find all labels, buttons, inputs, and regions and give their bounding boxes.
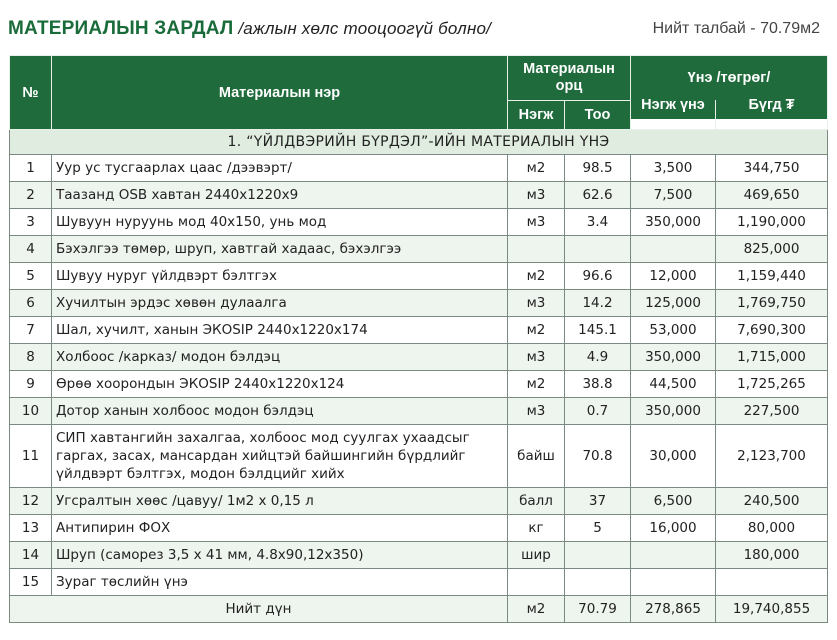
totals-total: 19,740,855 [716,596,828,623]
material-name-cell: Бэхэлгээ төмөр, шруп, хавтгай хадаас, бэхэлгээ [52,236,508,263]
quantity-cell: 14.2 [565,290,631,317]
unit-cell: м2 [508,263,565,290]
material-name-cell: СИП хавтангийн захалгаа, холбоос мод суулгах ухаадсыг гаргах, засах, мансардан хийцтэй байшингийн бүрдлийг үйлдвэрт бэлтгэх, модон бэлдцийг хийх [52,425,508,488]
row-number: 13 [10,515,52,542]
unit-price-cell: 125,000 [631,290,716,317]
total-cell: 7,690,300 [716,317,828,344]
header-quantity: Тоо [565,101,631,130]
material-name-cell: Дотор ханын холбоос модон бэлдэц [52,398,508,425]
unit-cell: м2 [508,317,565,344]
row-number: 8 [10,344,52,371]
unit-cell: м2 [508,155,565,182]
material-name-cell: Холбоос /карказ/ модон бэлдэц [52,344,508,371]
quantity-cell: 0.7 [565,398,631,425]
section-title: 1. “ҮЙЛДВЭРИЙН БҮРДЭЛ”-ИЙН МАТЕРИАЛЫН ҮНЭ [10,130,828,155]
unit-cell: м3 [508,398,565,425]
row-number: 14 [10,542,52,569]
header-unit-price: Нэгж үнэ [631,91,716,120]
totals-label: Нийт дүн [10,596,508,623]
unit-cell: шир [508,542,565,569]
material-name-cell: Антипирин ФОХ [52,515,508,542]
unit-cell: м3 [508,209,565,236]
unit-cell: м2 [508,371,565,398]
header-material-name: Материалын нэр [52,56,508,130]
unit-price-cell: 6,500 [631,488,716,515]
unit-cell: м3 [508,182,565,209]
table-row [10,515,828,542]
title-bar [8,12,824,42]
row-number: 9 [10,371,52,398]
unit-price-cell: 30,000 [631,425,716,488]
total-cell: 1,725,265 [716,371,828,398]
table-row [10,236,828,263]
row-number: 11 [10,425,52,488]
header-total: Бүгд ₮ [716,91,828,120]
row-number: 4 [10,236,52,263]
material-name-cell: Шруп (саморез 3,5 х 41 мм, 4.8х90,12х350) [52,542,508,569]
table-row [10,317,828,344]
material-name-cell: Таазанд OSB хавтан 2440х1220х9 [52,182,508,209]
title-subtitle: /ажлын хөлс тооцоогүй болно/ [233,19,492,38]
header-unit: Нэгж [508,101,565,130]
quantity-cell: 98.5 [565,155,631,182]
quantity-cell: 5 [565,515,631,542]
unit-cell: м3 [508,344,565,371]
table-row [10,425,828,488]
unit-cell [508,236,565,263]
total-cell: 240,500 [716,488,828,515]
unit-price-cell [631,236,716,263]
unit-price-cell: 16,000 [631,515,716,542]
quantity-cell: 70.8 [565,425,631,488]
row-number: 7 [10,317,52,344]
quantity-cell [565,542,631,569]
unit-price-cell: 53,000 [631,317,716,344]
row-number: 5 [10,263,52,290]
unit-price-cell: 7,500 [631,182,716,209]
unit-price-cell: 350,000 [631,344,716,371]
table-row [10,155,828,182]
total-area-label: Нийт талбай - 70.79м2 [652,20,820,37]
total-cell: 227,500 [716,398,828,425]
table-row [10,371,828,398]
table-row [10,398,828,425]
row-number: 3 [10,209,52,236]
row-number: 6 [10,290,52,317]
material-name-cell: Уур ус тусгаарлах цаас /дээвэрт/ [52,155,508,182]
unit-cell: балл [508,488,565,515]
table-row [10,182,828,209]
total-cell: 1,190,000 [716,209,828,236]
total-cell: 344,750 [716,155,828,182]
quantity-cell: 4.9 [565,344,631,371]
header-material-usage: Материалын орц [508,56,631,101]
total-cell: 1,159,440 [716,263,828,290]
total-cell: 2,123,700 [716,425,828,488]
material-name-cell: Угсралтын хөөс /цавуу/ 1м2 х 0,15 л [52,488,508,515]
page-title [8,18,491,40]
material-name-cell: Шал, хучилт, ханын ЭКОSIP 2440х1220х174 [52,317,508,344]
totals-row [10,596,828,623]
quantity-cell: 96.6 [565,263,631,290]
unit-price-cell: 44,500 [631,371,716,398]
header-price-group: Үнэ /төгрөг/ [631,56,828,101]
table-row [10,290,828,317]
total-cell: 180,000 [716,542,828,569]
total-cell: 825,000 [716,236,828,263]
table-row [10,344,828,371]
table-row [10,569,828,596]
total-cell: 80,000 [716,515,828,542]
unit-price-cell: 350,000 [631,398,716,425]
table-row [10,209,828,236]
quantity-cell: 38.8 [565,371,631,398]
unit-price-cell: 350,000 [631,209,716,236]
total-cell: 1,769,750 [716,290,828,317]
material-name-cell: Хучилтын эрдэс хөвөн дулаалга [52,290,508,317]
title-main-text: МАТЕРИАЛЫН ЗАРДАЛ [8,18,234,39]
material-name-cell: Шувуун нуруунь мод 40х150, унь мод [52,209,508,236]
table-row [10,488,828,515]
unit-cell [508,569,565,596]
quantity-cell [565,569,631,596]
row-number: 15 [10,569,52,596]
table-row [10,542,828,569]
total-cell: 469,650 [716,182,828,209]
total-cell: 1,715,000 [716,344,828,371]
quantity-cell: 37 [565,488,631,515]
unit-price-cell [631,569,716,596]
header-no: № [10,56,52,130]
quantity-cell [565,236,631,263]
material-name-cell: Зураг төслийн үнэ [52,569,508,596]
unit-price-cell: 12,000 [631,263,716,290]
row-number: 10 [10,398,52,425]
materials-table [9,55,828,623]
unit-price-cell [631,542,716,569]
quantity-cell: 3.4 [565,209,631,236]
totals-unit: м2 [508,596,565,623]
material-name-cell: Өрөө хоорондын ЭКОSIP 2440х1220х124 [52,371,508,398]
unit-price-cell: 3,500 [631,155,716,182]
material-name-cell: Шувуу нуруг үйлдвэрт бэлтгэх [52,263,508,290]
row-number: 12 [10,488,52,515]
quantity-cell: 62.6 [565,182,631,209]
unit-cell: кг [508,515,565,542]
unit-cell: байш [508,425,565,488]
totals-quantity: 70.79 [565,596,631,623]
quantity-cell: 145.1 [565,317,631,344]
total-cell [716,569,828,596]
row-number: 1 [10,155,52,182]
unit-cell: м3 [508,290,565,317]
totals-unit-price: 278,865 [631,596,716,623]
row-number: 2 [10,182,52,209]
table-row [10,263,828,290]
